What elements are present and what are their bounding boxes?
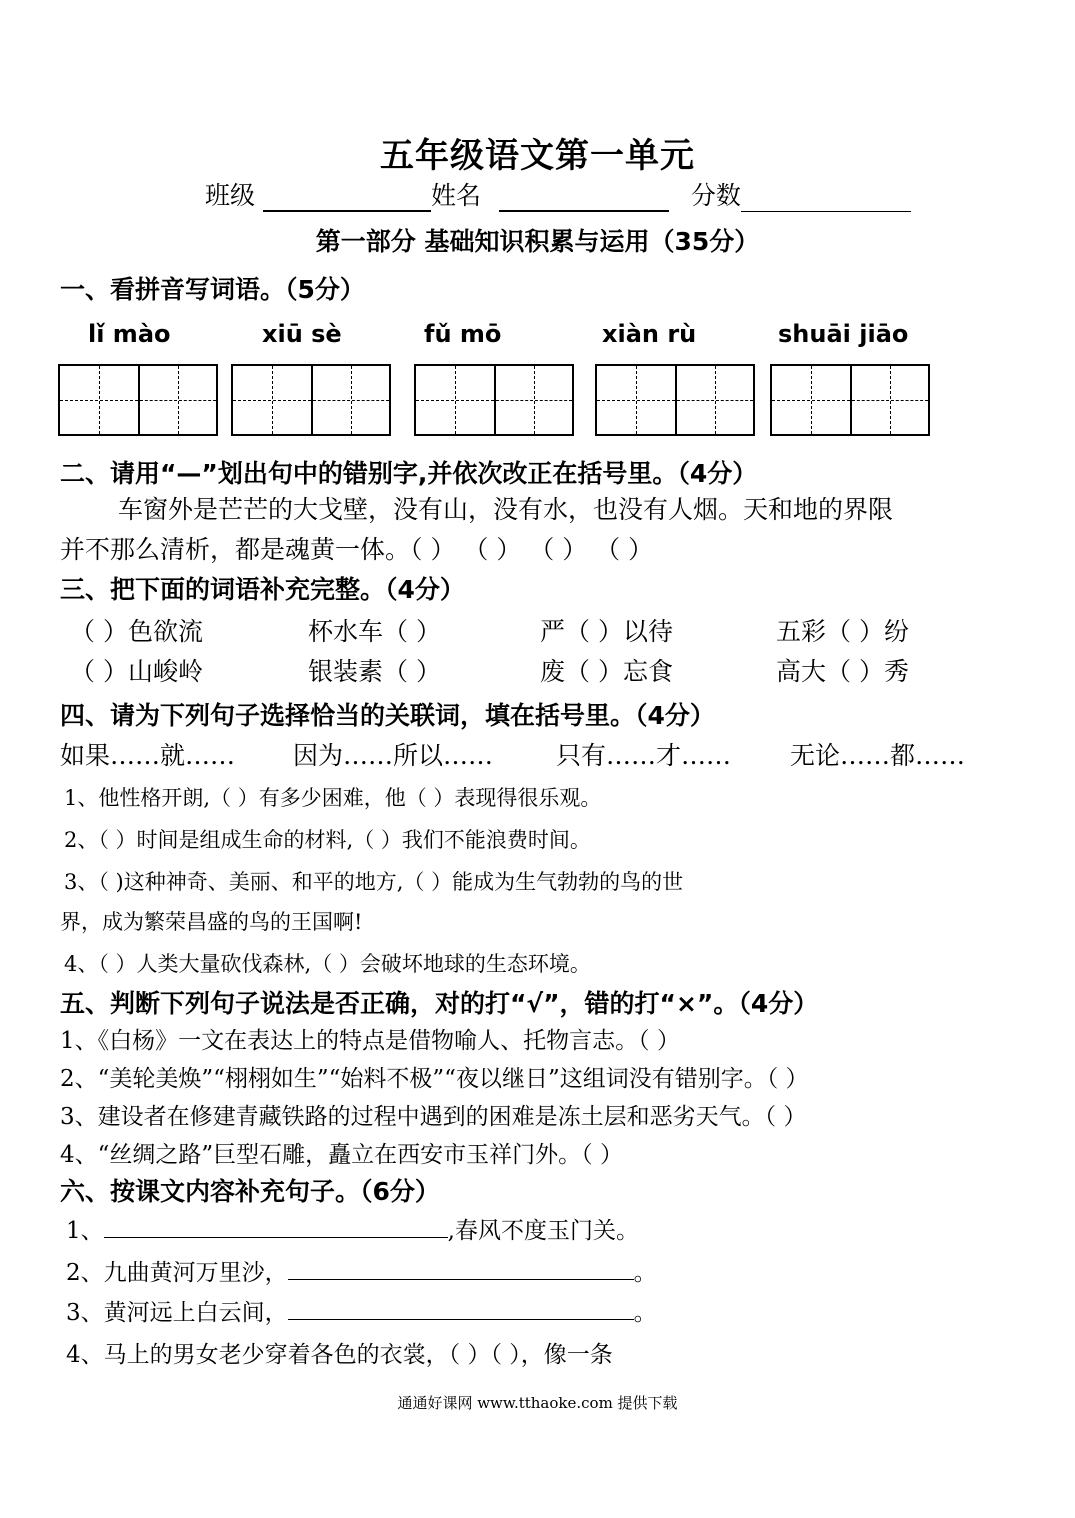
s5-item-2: 2、“美轮美焕”“栩栩如生”“始料不极”“夜以继日”这组词没有错别字。（ ） bbox=[60, 1066, 809, 1092]
idiom-2-2: 银装素（ ） bbox=[308, 657, 441, 686]
pinyin-1: lǐ mào bbox=[88, 320, 171, 348]
conjunction-option-4: 无论……都…… bbox=[790, 741, 966, 770]
conjunction-option-1: 如果……就…… bbox=[60, 741, 236, 770]
conjunction-option-2: 因为……所以…… bbox=[293, 741, 494, 770]
s5-item-1: 1、《白杨》一文在表达上的特点是借物喻人、托物言志。（ ） bbox=[60, 1028, 680, 1054]
class-blank[interactable] bbox=[263, 184, 431, 212]
section-2-text-line1: 车窗外是芒芒的大戈壁，没有山，没有水，也没有人烟。天和地的界限 bbox=[118, 495, 894, 524]
pinyin-4: xiàn rù bbox=[602, 320, 697, 348]
s6-blank-2[interactable] bbox=[288, 1257, 634, 1280]
section-2-heading: 二、请用“—”划出句中的错别字,并依次改正在括号里。（4分） bbox=[60, 459, 758, 488]
part-one-heading: 第一部分 基础知识积累与运用（35分） bbox=[315, 227, 760, 256]
s6-item-2-text: 2、九曲黄河万里沙， bbox=[66, 1260, 288, 1286]
s6-item-1-text: ,春风不度玉门关。 bbox=[447, 1218, 639, 1244]
name-label: 姓名 bbox=[430, 181, 481, 210]
s6-item-1-number: 1、 bbox=[66, 1218, 104, 1244]
idiom-2-3: 废（ ）忘食 bbox=[540, 657, 673, 686]
s6-item-2-end: 。 bbox=[633, 1260, 657, 1286]
s6-item-3 bbox=[66, 1294, 657, 1327]
score-blank[interactable] bbox=[741, 185, 911, 212]
pinyin-2: xiū sè bbox=[262, 320, 342, 348]
s4-question-1: 1、他性格开朗,（ ）有多少困难，他（ ）表现得很乐观。 bbox=[64, 786, 602, 810]
idiom-2-4: 高大（ ）秀 bbox=[776, 657, 909, 686]
section-4-heading: 四、请为下列句子选择恰当的关联词，填在括号里。（4分） bbox=[60, 701, 715, 730]
pinyin-5: shuāi jiāo bbox=[778, 320, 909, 348]
s6-blank-3[interactable] bbox=[288, 1297, 634, 1320]
section-1-heading: 一、看拼音写词语。（5分） bbox=[60, 275, 365, 304]
s6-item-1 bbox=[66, 1212, 639, 1245]
conjunction-option-3: 只有……才…… bbox=[556, 741, 732, 770]
section-5-heading: 五、判断下列句子说法是否正确，对的打“√”，错的打“×”。（4分） bbox=[60, 989, 819, 1018]
name-blank[interactable] bbox=[499, 184, 669, 212]
s6-item-2 bbox=[66, 1254, 657, 1287]
s6-blank-1[interactable] bbox=[104, 1215, 448, 1238]
footer-credit: 通通好课网 www.tthaoke.com 提供下载 bbox=[397, 1394, 678, 1412]
score-label: 分数 bbox=[690, 181, 741, 210]
s6-item-3-text: 3、黄河远上白云间， bbox=[66, 1300, 288, 1326]
s4-question-3a: 3、（ )这种神奇、美丽、和平的地方,（ ）能成为生气勃勃的鸟的世 bbox=[64, 870, 684, 894]
s4-question-2: 2、（ ）时间是组成生命的材料,（ ）我们不能浪费时间。 bbox=[64, 828, 591, 852]
page-title: 五年级语文第一单元 bbox=[380, 136, 695, 176]
section-6-heading: 六、按课文内容补充句子。（6分） bbox=[60, 1177, 440, 1206]
section-3-heading: 三、把下面的词语补充完整。（4分） bbox=[60, 575, 465, 604]
idiom-1-1: （ ）色欲流 bbox=[70, 617, 203, 646]
pinyin-3: fǔ mō bbox=[424, 320, 502, 348]
section-2-text-line2: 并不那么清析，都是魂黄一体。（ ） （ ） （ ） （ ） bbox=[60, 535, 654, 564]
writing-grid-1[interactable] bbox=[58, 364, 218, 436]
idiom-1-4: 五彩（ ）纷 bbox=[776, 617, 909, 646]
info-line bbox=[205, 176, 911, 212]
s6-item-4: 4、马上的男女老少穿着各色的衣裳，（ ）（ ），像一条 bbox=[66, 1342, 613, 1368]
s4-question-4: 4、（ ）人类大量砍伐森林,（ ）会破坏地球的生态环境。 bbox=[64, 952, 591, 976]
s4-question-3b: 界，成为繁荣昌盛的鸟的王国啊! bbox=[60, 910, 363, 934]
s5-item-4: 4、“丝绸之路”巨型石雕，矗立在西安市玉祥门外。（ ） bbox=[60, 1142, 623, 1168]
idiom-2-1: （ ）山峻岭 bbox=[70, 657, 203, 686]
writing-grid-5[interactable] bbox=[770, 364, 930, 436]
writing-grid-3[interactable] bbox=[414, 364, 574, 436]
idiom-1-3: 严（ ）以待 bbox=[540, 617, 673, 646]
writing-grid-4[interactable] bbox=[595, 364, 755, 436]
s6-item-3-end: 。 bbox=[633, 1300, 657, 1326]
idiom-1-2: 杯水车（ ） bbox=[308, 617, 441, 646]
class-label: 班级 bbox=[205, 181, 256, 210]
writing-grid-2[interactable] bbox=[231, 364, 391, 436]
s5-item-3: 3、建设者在修建青藏铁路的过程中遇到的困难是冻土层和恶劣天气。（ ） bbox=[60, 1104, 807, 1130]
